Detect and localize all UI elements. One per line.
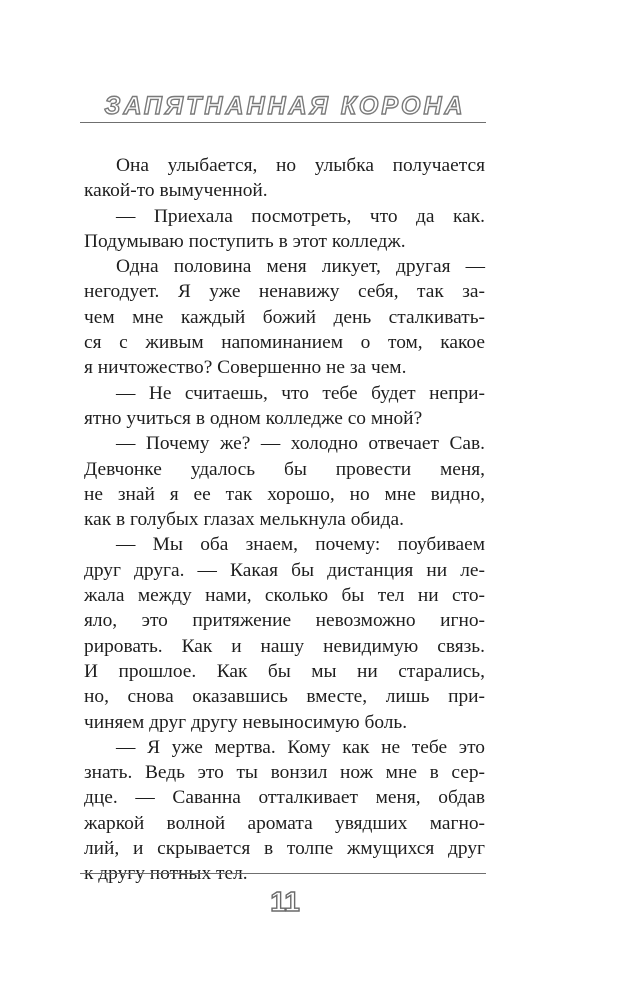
paragraph (84, 532, 485, 734)
text-line: — Приехала посмотреть, что да как. (116, 205, 485, 227)
text-line: знать. Ведь это ты вонзил нож мне в сер- (84, 762, 485, 784)
paragraph (84, 431, 485, 532)
text-line: какой-то вымученной. (84, 180, 268, 202)
text-line: чиняем друг другу невыносимую боль. (84, 711, 408, 733)
body-text (84, 153, 485, 887)
text-line: как в голубых глазах мелькнула обида. (84, 509, 404, 531)
text-line: — Почему же? — холодно отвечает Сав. (116, 433, 485, 455)
text-line: дце. — Саванна отталкивает меня, обдав (84, 787, 485, 809)
text-line: Девчонке удалось бы провести меня, (84, 458, 485, 480)
text-line: я ничтожество? Совершенно не за чем. (84, 357, 407, 379)
text-line: И прошлое. Как бы мы ни старались, (84, 660, 485, 682)
paragraph (84, 204, 485, 255)
text-line: лий, и скрывается в толпе жмущихся друг (84, 838, 485, 860)
text-line: Она улыбается, но улыбка получается (116, 155, 485, 176)
paragraph (84, 735, 485, 887)
text-line: не знай я ее так хорошо, но мне видно, (84, 483, 485, 505)
text-line: яло, это притяжение невозможно игно- (84, 610, 485, 632)
running-head: ЗАПЯТНАННАЯ КОРОНА (104, 92, 466, 120)
text-line: Подумываю поступить в этот колледж. (84, 230, 406, 252)
text-line: жаркой волной аромата увядших магно- (84, 812, 485, 834)
paragraph (84, 381, 485, 432)
text-line: друг друга. — Какая бы дистанция ни ле- (84, 559, 485, 581)
text-line: Одна половина меня ликует, другая — (116, 256, 485, 278)
text-line: — Мы оба знаем, почему: поубиваем (116, 534, 485, 556)
text-line: ся с живым напоминанием о том, какое (84, 332, 485, 354)
text-line: ятно учиться в одном колледже со мной? (84, 407, 423, 429)
text-line: негодует. Я уже ненавижу себя, так за- (84, 281, 485, 303)
text-line: к другу потных тел. (84, 863, 248, 885)
paragraph (84, 254, 485, 380)
header-rule (80, 122, 486, 123)
text-line: — Я уже мертва. Кому как не тебе это (116, 736, 485, 758)
text-line: но, снова оказавшись вместе, лишь при- (84, 686, 485, 708)
text-line: чем мне каждый божий день сталкивать- (84, 306, 485, 328)
page-number: 11 (270, 886, 300, 917)
text-line: рировать. Как и нашу невидимую связь. (84, 635, 485, 657)
footer-rule (80, 873, 486, 874)
paragraph (84, 153, 485, 204)
text-line: — Не считаешь, что тебе будет непри- (116, 382, 485, 404)
text-line: жала между нами, сколько бы тел ни сто- (84, 585, 485, 607)
